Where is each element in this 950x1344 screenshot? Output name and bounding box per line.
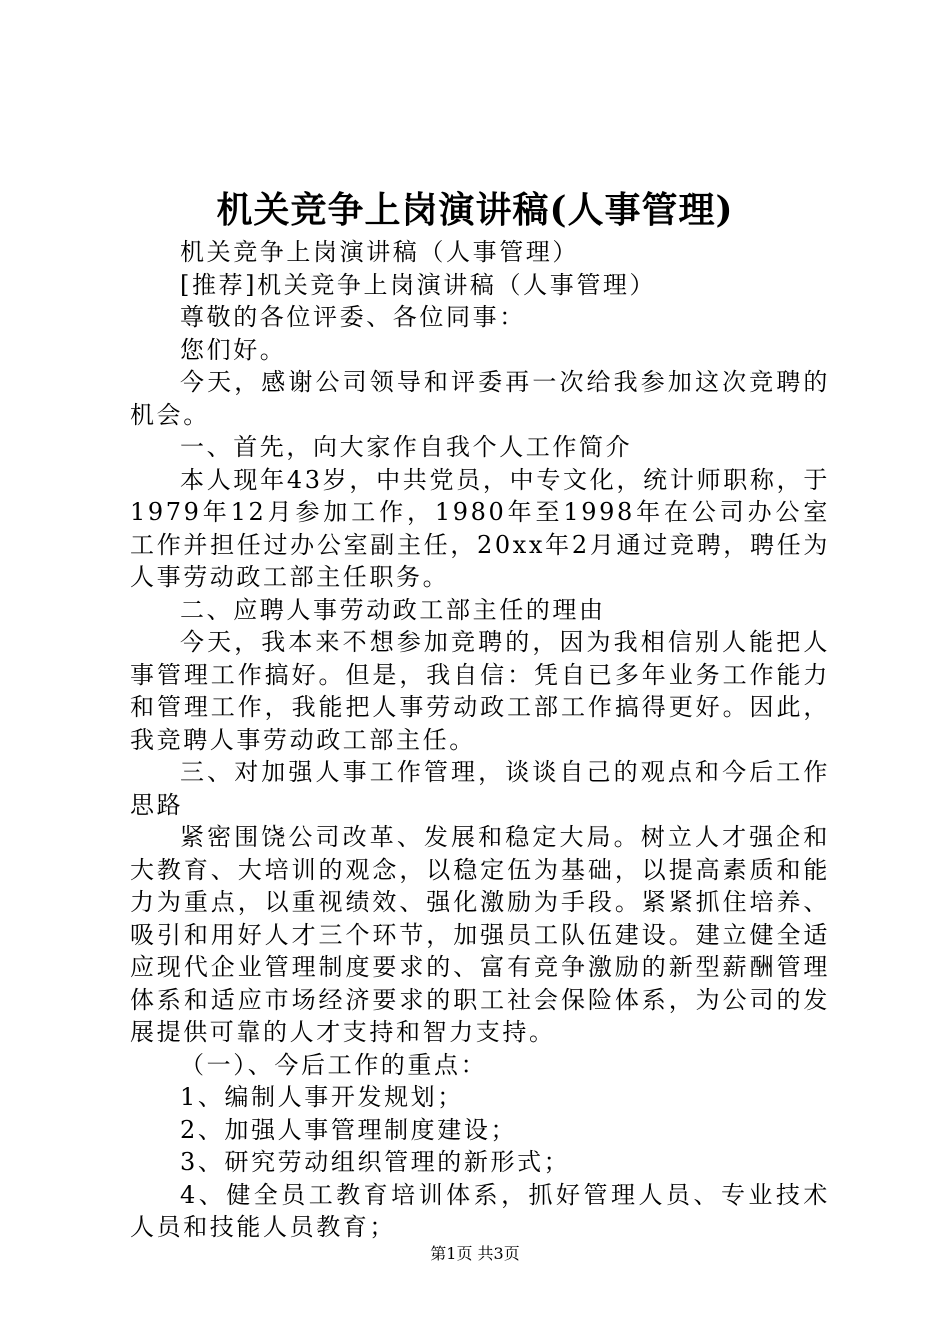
list-item: 3、研究劳动组织管理的新形式； <box>180 1148 571 1176</box>
paragraph: 本人现年43岁，中共党员，中专文化，统计师职称，于1979年12月参加工作，1980年至1998年在公司办公室工作并担任过办公室副主任，20xx年2月通过竞聘，聘任为人事劳动政工部主任职务。 <box>130 465 830 591</box>
paragraph: 紧密围饶公司改革、发展和稳定大局。树立人才强企和大教育、大培训的观念，以稳定伍为基础，以提高素质和能力为重点，以重视绩效、强化激励为手段。紧紧抓住培养、吸引和用好人才三个环节，加强员工队伍建设。建立健全适应现代企业管理制度要求的、富有竞争激励的新型薪酬管理体系和适应市场经济要求的职工社会保险体系，为公司的发展提供可靠的人才支持和智力支持。 <box>130 823 830 1046</box>
document-body <box>130 236 830 1244</box>
paragraph: 今天，我本来不想参加竞聘的，因为我相信别人能把人事管理工作搞好。但是，我自信：凭自已多年业务工作能力和管理工作，我能把人事劳动政工部工作搞得更好。因此，我竞聘人事劳动政工部主任。 <box>130 628 830 754</box>
paragraph: 今天，感谢公司领导和评委再一次给我参加这次竞聘的机会。 <box>130 368 830 429</box>
paragraph: 您们好。 <box>180 335 287 364</box>
list-item: 2、加强人事管理制度建设； <box>180 1115 518 1144</box>
list-item: 4、健全员工教育培训体系，抓好管理人员、专业技术人员和技能人员教育； <box>130 1180 830 1241</box>
paragraph: [推荐]机关竞争上岗演讲稿（人事管理） <box>180 270 657 299</box>
subsection-heading: （一）、今后工作的重点： <box>180 1050 488 1079</box>
section-heading: 二、应聘人事劳动政工部主任的理由 <box>180 595 606 624</box>
section-heading: 一、首先，向大家作自我个人工作简介 <box>180 433 633 461</box>
page-footer: 第1页 共3页 <box>430 1244 520 1263</box>
paragraph: 尊敬的各位评委、各位同事： <box>180 303 526 331</box>
document-title: 机关竞争上岗演讲稿(人事管理) <box>216 189 734 231</box>
list-item: 1、编制人事开发规划； <box>180 1083 464 1111</box>
section-heading: 三、对加强人事工作管理，谈谈自己的观点和今后工作思路 <box>130 758 830 819</box>
paragraph: 机关竞争上岗演讲稿（人事管理） <box>180 238 579 266</box>
